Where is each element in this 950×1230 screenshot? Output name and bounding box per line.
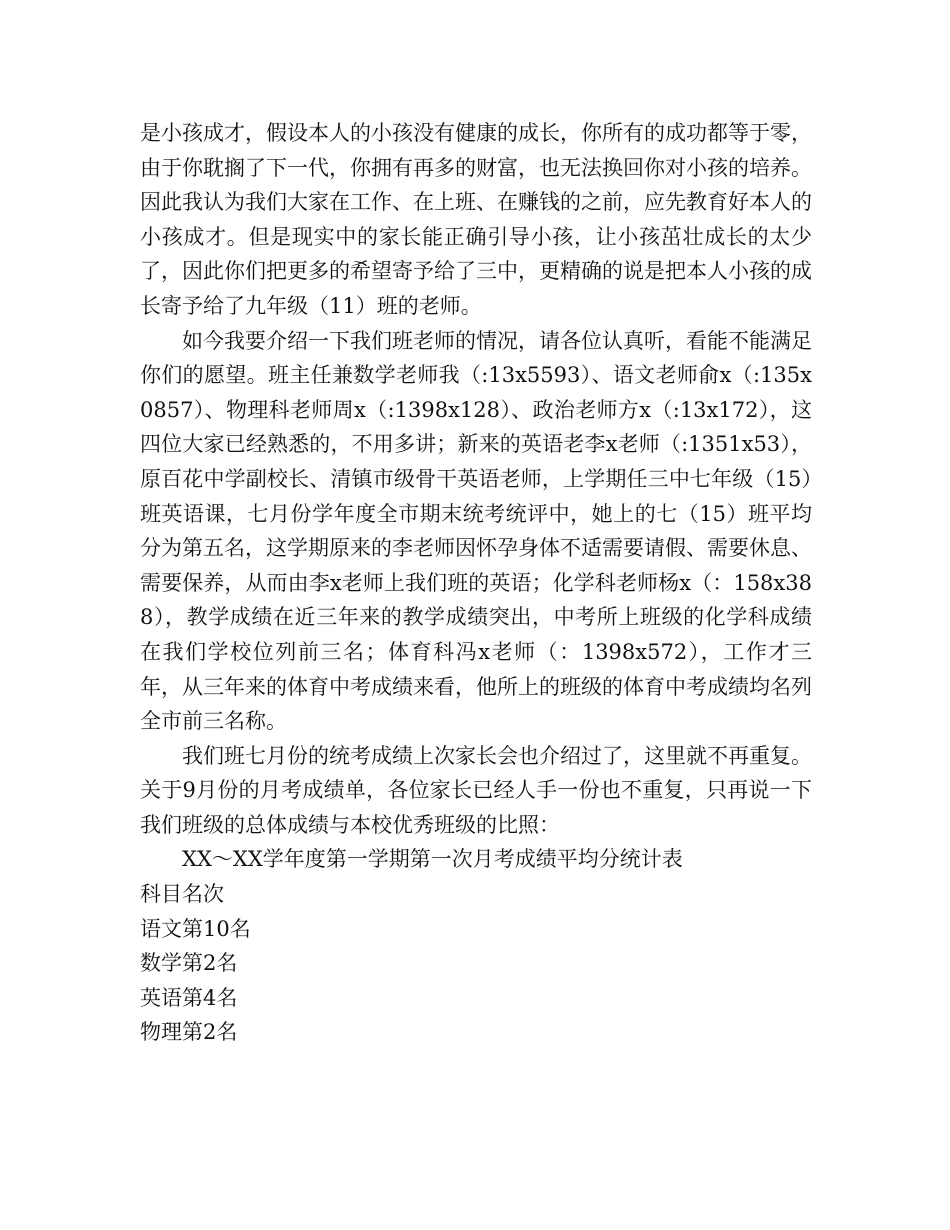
table-header: 科目名次: [140, 882, 224, 907]
table-row: 数学第2名: [140, 951, 238, 976]
table-row: 物理第2名: [140, 1020, 238, 1045]
table-row: 英语第4名: [140, 985, 238, 1010]
table-title: XX～XX学年度第一学期第一次月考成绩平均分统计表: [182, 847, 683, 872]
paragraph-1: 是小孩成才，假设本人的小孩没有健康的成长，你所有的成功都等于零，由于你耽搁了下一代，你拥有再多的财富，也无法换回你对小孩的培养。因此我认为我们大家在工作、在上班、在赚钱的之前，应先教育好本人的小孩成才。但是现实中的家长能正确引导小孩，让小孩茁壮成长的太少了，因此你们把更多的希望寄予给了三中，更精确的说是把本人小孩的成长寄予给了九年级（11）班的老师。: [140, 121, 812, 318]
paragraph-3: 我们班七月份的统考成绩上次家长会也介绍过了，这里就不再重复。关于9月份的月考成绩单，各位家长已经人手一份也不重复，只再说一下我们班级的总体成绩与本校优秀班级的比照：: [140, 743, 812, 837]
table-row: 语文第10名: [140, 916, 251, 941]
document-page: [140, 116, 812, 1050]
paragraph-2: 如今我要介绍一下我们班老师的情况，请各位认真听，看能不能满足你们的愿望。班主任兼数学老师我（:13x5593）、语文老师俞x（:135x0857）、物理科老师周x（:1398x128）、政治老师方x（:13x172），这四位大家已经熟悉的，不用多讲；新来的英语老李x老师（:1351x53），原百花中学副校长、清镇市级骨干英语老师，上学期任三中七年级（15）班英语课，七月份学年度全市期末统考统评中，她上的七（15）班平均分为第五名，这学期原来的李老师因怀孕身体不适需要请假、需要休息、需要保养，从而由李x老师上我们班的英语；化学科老师杨x（：158x388），教学成绩在近三年来的教学成绩突出，中考所上班级的化学科成绩在我们学校位列前三名；体育科冯x老师（：1398x572），工作才三年，从三年来的体育中考成绩来看，他所上的班级的体育中考成绩均名列全市前三名称。: [140, 328, 812, 734]
